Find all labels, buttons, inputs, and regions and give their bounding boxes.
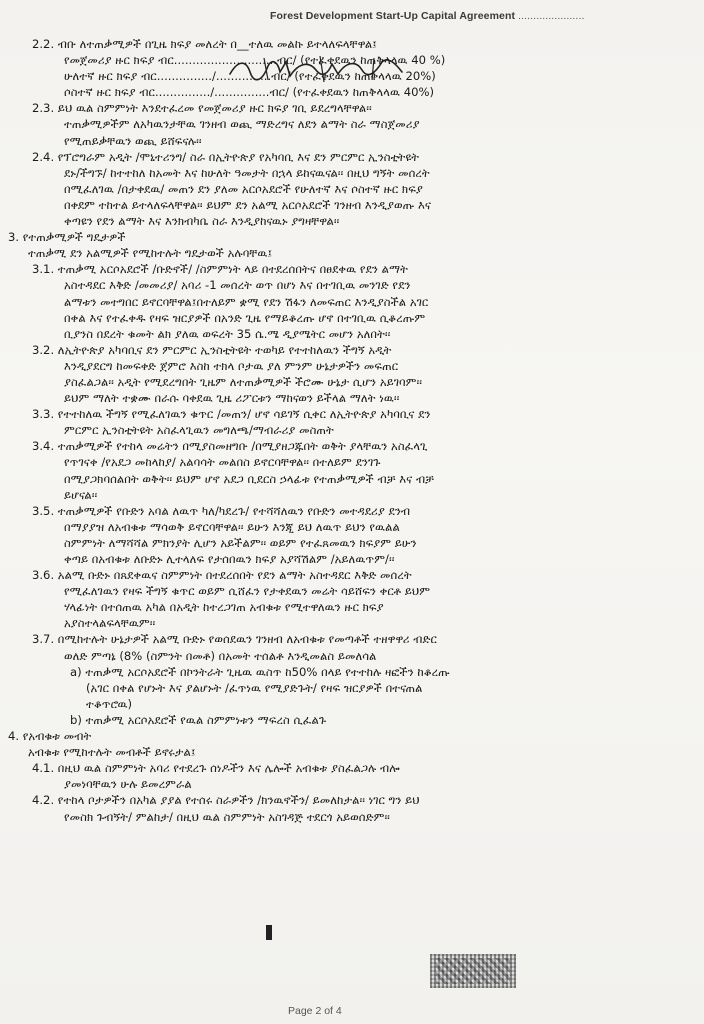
text-line: በማያያዝ ለአብቁቱ ማሳወቅ ይኖርባቸዋል፡፡ ይሁን እንጂ ይህ ለዉጥ ይህን የዉልል xyxy=(64,519,400,534)
text-line: አብቁቱ የሚከተሉት መብቶች ይኖሩታል፤ xyxy=(28,745,196,760)
text-line: አያስተላልፍላቸዉም፡፡ xyxy=(64,616,156,631)
page-header xyxy=(270,10,690,22)
page-marker xyxy=(266,925,272,940)
page-number: Page 2 of 4 xyxy=(288,1005,342,1017)
text-line: b) ተጠቃሚ አርሶአደሮች የዉል ስምምነቱን ማፍረስ ሲፈልጉ xyxy=(70,712,327,727)
text-line: ሁለተኛ ዙር ክፍያ ብር.............../...............ብር/ (የተፈቀደዉን ከጠቅላላዉ 20%) xyxy=(64,69,436,84)
text-line: ደኑ/ችግኙ/ ከተተከለ ከአመት እና ከሁለት ዓመታት በኋላ ይከናዉናል፡፡ በዚህ ግኝት መሰረት xyxy=(64,165,430,180)
text-line: 2.2. ብቡ ለተጠቃሚዎች በጊዜ ክፍያ መለረት በ__ተለዉ መልኩ ይተላለፍላቸዋል፤ xyxy=(32,37,377,51)
text-line: በቀል እና የተፈቀዱ የዛፍ ዝርያዎች በአንድ ጊዜ የማይቆረጡ ሆኖ በተገቢዉ ሲቆረጡም xyxy=(64,310,426,325)
text-line: (አገር በቀል የሆኑት እና ያልሆኑት /ፈጥነዉ የሚያድጉት/ የዛፍ ዝርያዎች በተናጠል xyxy=(86,680,423,695)
text-line: 4.2. የተከላ ቦታዎችን በአካል ያያል የተሰሩ ስራዎችን /ክንዉኖችን/ ይመለከታል፡፡ ነገር ግን ይህ xyxy=(32,793,420,808)
text-line: ያስፈልጋል፡፡ አዲት የሚደረግበት ጊዜም ለተጠቃሚዎች ችሮሙ ሁኔታ ሲሆን አይገባም፡፡ xyxy=(64,374,422,389)
text-line: ተቆጥሮዉ) xyxy=(86,696,133,711)
text-line: የጥገናቀ /የአደጋ መከላከያ/ አልባሳት መልበስ ይኖርባቸዋል፡፡ በተለይም ደንገጉ xyxy=(64,455,381,470)
text-line: 3.5. ተጠቃሚዎች የቡድን አባል ለዉጥ ካለ/ካደረጉ/ የተሻሻለዉን የቡድን መተዳደሪያ ደንብ xyxy=(32,503,411,518)
handwritten-signature xyxy=(224,52,410,86)
text-line: እንዲያደርግ ከመፍቀድ ጀምሮ እስከ ተክላ ቦታዉ ያለ ምንም ሁኔታዎችን መፍጠር xyxy=(64,358,399,373)
header-title: Forest Development Start-Up Capital Agreement xyxy=(270,10,516,22)
text-line: ሶስተኛ ዙር ክፍያ ብር.............../...............ብር/ (የተፈቀደዉን ከጠቅላላዉ 40%) xyxy=(64,85,435,100)
text-line: 2.4. የፕሮግራም አዲት /ሞኒተሪንግ/ ስራ በኢትዮጵያ የአካባቢ እና ደን ምርምር ኢንስቲትዩት xyxy=(32,149,420,164)
text-line: 3.7. በሚከተሉት ሁኔታዎች አልሚ ቡድኑ የወሰደዉን ገንዘብ ለአብቁቱ የመጣቶች ተዘዋዋሪ ብድር xyxy=(32,632,437,647)
text-line: 3. የተጠቃሚዎች ግዴታዎች xyxy=(8,230,126,245)
text-line: ምርምር ኢንስቲትዩት አስፈላጊዉን መግለጫ/ማብራሪያ መስጠት xyxy=(64,423,334,438)
text-line: ሃላፊነት በተሰጠዉ አካል በአዲት ከተረጋገጠ አብቁቱ የሚተዋለዉን ዙር ክፍያ xyxy=(64,600,384,615)
text-line: ቢያንስ በደረት ቁመት ልክ ያለዉ ወፍረት 35 ሴ.ሜ ዲያሜትር መሆን አለበት፡፡ xyxy=(64,326,391,341)
text-line: 4.1. በዚህ ዉል ስምምነት አባሪ የተደረጉ ሰነዶችን እና ሌሎች አብቁቱ ያስፈልጋሉ ብሎ xyxy=(32,761,400,776)
text-line: 3.6. አልሚ ቡድኑ በጸደቀዉና ስምምነት በተደረሰበት የደን ልማት አስተዳደር እቅድ መሰረት xyxy=(32,568,412,583)
text-line: 2.3. ይህ ዉል ስምምነት እንደተፈረመ የመጀመሪያ ዙር ክፍያ ገቢ ይደረግላቸዋል፡፡ xyxy=(32,101,372,116)
header-dots: ...................... xyxy=(515,10,585,22)
text-line: ቀጣይ በአብቁቱ ለቡድኑ ሊተላለፍ የታሰበዉን ክፍያ አያሻሽልም /አይለዉጥም/፡፡ xyxy=(64,552,395,566)
text-line: በሚፈለገዉ /በታቀደዉ/ መጠን ደን ያለመ አርሶአደሮች የሁለተኛ እና ሶስተኛ ዙር ክፍያ xyxy=(64,181,423,196)
stamp-overlay xyxy=(436,958,510,984)
text-line: ይሆናል፡፡ xyxy=(64,487,98,502)
text-line: 3.1. ተጠቃሚ አርሶአደሮች /ቡድኖች/ /ስምምነት ላይ በተደረሰበትና በፀደቀዉ የደን ልማት xyxy=(32,262,408,277)
text-line: ቀጣዩን የደን ልማት እና እንክብካቤ ስራ እንዲያከናዉኑ ያግዛቸዋል፡፡ xyxy=(64,214,340,229)
text-line: የመጀመሪያ ዙር ክፍያ ብር............................ብር/ (የተፈቀደዉን ከጠቅላላዉ 40 %) xyxy=(64,53,446,68)
text-line: በሚያጋክባሰልበት ወቅት፡፡ ይህም ሆኖ አደጋ ቢደርስ ኃላፊቱ የተጠቃሚዎች ብቻ እና ብቻ xyxy=(64,471,434,486)
text-line: ተጠቃሚ ደን አልሚዎች የሚከተሉት ግዴታወች አሉባቸዉ፤ xyxy=(28,246,273,261)
text-line: የሚፈለገዉን የዛፍ ችግኝ ቁጥር ወይም ሲሸፈን የታቀደዉን መሬት ሳይሸፍን ቀርቶ ይህም xyxy=(64,584,431,599)
text-line: 3.2. ለኢትዮጵያ አካባቢና ደን ምርምር ኢንስቲትዩት ተወካይ የተተከለዉን ችግኝ አዲት xyxy=(32,342,392,357)
text-line: a) ተጠቃሚ አርሶአደሮች በኮንትራት ጊዜዉ ዉስጥ ከ50% በላይ የተተከሉ ዛፎችን ከቆረጡ xyxy=(70,664,450,679)
text-line: ያመነባቸዉን ሁሉ ይመረምራል xyxy=(64,777,192,792)
text-line: አስተዳደር እቅድ /መመሪያ/ አባሪ -1 መሰረት ወጥ በሆነ እና በተገቢዉ መንገድ የደን xyxy=(64,278,411,293)
text-line: በቀደም ተከተል ይተላለፍላቸዋል፡፡ ይህም ደን አልሚ አርሶአደሮች ገንዘብ እንዲያወጡ እና xyxy=(64,197,432,212)
text-line: 4. የአብቁቱ መብት xyxy=(8,729,92,744)
text-line: 3.3. የተተከለዉ ችግኝ የሚፈለገዉን ቁጥር /መጠን/ ሆኖ ሳይገኝ ሲቀር ለኢትዮጵያ አካባቢና ደን xyxy=(32,407,431,422)
text-line: 3.4. ተጠቃሚዎች የተከላ መሬትን በሚያስመዘግቡ /በሚያዘጋጁበት ወቅት ያላቸዉን አስፈላጊ xyxy=(32,439,428,454)
text-line: ስምምነት ለማሻሻል ምክንያት ሊሆን አይችልም፡፡ ወይም የተፈጸመዉን ክፍያም ይሁን xyxy=(64,535,417,550)
text-line: ወለድ ምጣኔ (8% (ስምንት በመቶ) በአመት ተሰልቶ እንዲመልስ ይመለሳል xyxy=(64,648,377,663)
agreement-body xyxy=(8,36,698,825)
text-line: ይህም ማለት ተቋሙ በራሱ ባቀደዉ ጊዜ ሪፖርቱን ማከናወን ይችላል ማለት ነዉ፡፡ xyxy=(64,391,400,406)
text-line: ልማቱን መተግበር ይኖርባቸዋል፤በተለይም ቋሚ የደን ሽፋን ለመፍጠር እንዲያስችል አገር xyxy=(64,294,429,309)
text-line: ተጠቃሚዎችም ለአካዉንታቸዉ ገንዘብ ወጪ ማድረግና ለደን ልማት ስራ ማስጀመሪያ xyxy=(64,117,420,132)
text-line: የሚጠይቃቸዉን ወጪ ይሸፍናሉ፡፡ xyxy=(64,133,202,148)
text-line: የመስክ ጉብኝት/ ምልከታ/ በዚህ ዉል ስምምነት አስገዳጅ ተደርጎ አይወሰድም፡፡ xyxy=(64,809,390,824)
